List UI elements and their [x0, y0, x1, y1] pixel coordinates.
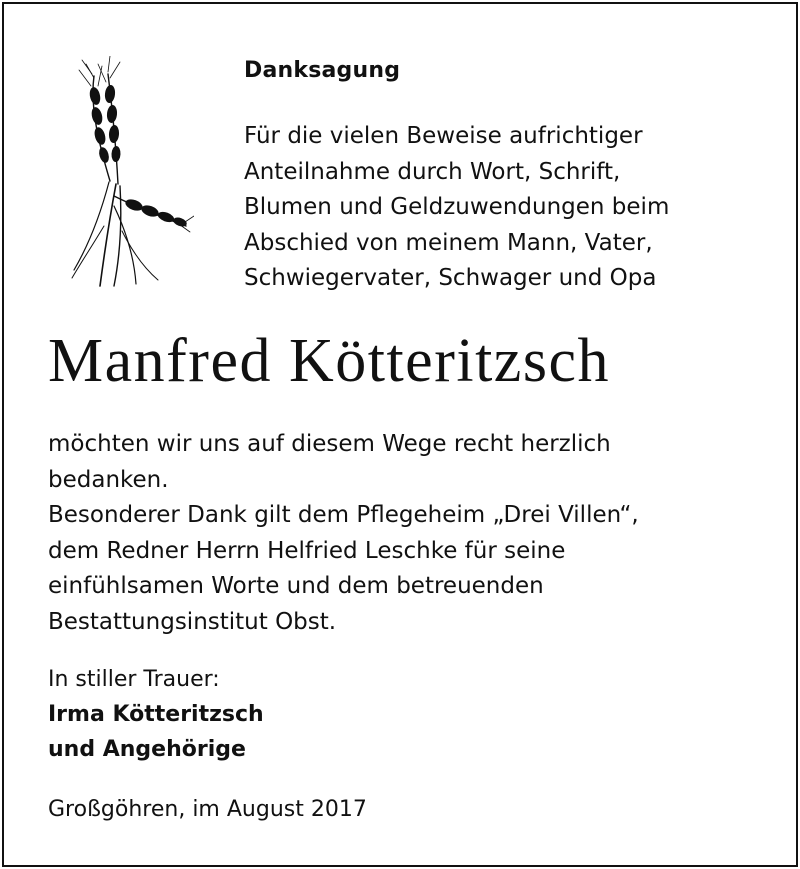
- place-and-date: Großgöhren, im August 2017: [48, 797, 367, 822]
- deceased-name: Manfred Kötteritzsch: [48, 327, 610, 395]
- notice-frame: [2, 2, 798, 867]
- signer-name: Irma Kötteritzsch: [48, 702, 264, 727]
- notice-heading: Danksagung: [244, 58, 401, 83]
- intro-paragraph: Für die vielen Beweise aufrichtiger Anteilnahme durch Wort, Schrift, Blumen und Geldzuwendungen beim Abschied von meinem Mann, Vater, Schwiegervater, Schwager und Opa: [244, 123, 670, 291]
- signer-relatives: und Angehörige: [48, 737, 246, 762]
- mourning-label: In stiller Trauer:: [48, 667, 220, 692]
- wheat-ears-icon: [64, 56, 194, 288]
- thanks-paragraph: möchten wir uns auf diesem Wege recht herzlich bedanken. Besonderer Dank gilt dem Pflegeheim „Drei Villen“, dem Redner Herrn Helfried Leschke für seine einfühlsamen Worte und dem betreuenden Bestattungsinstitut Obst.: [48, 431, 639, 635]
